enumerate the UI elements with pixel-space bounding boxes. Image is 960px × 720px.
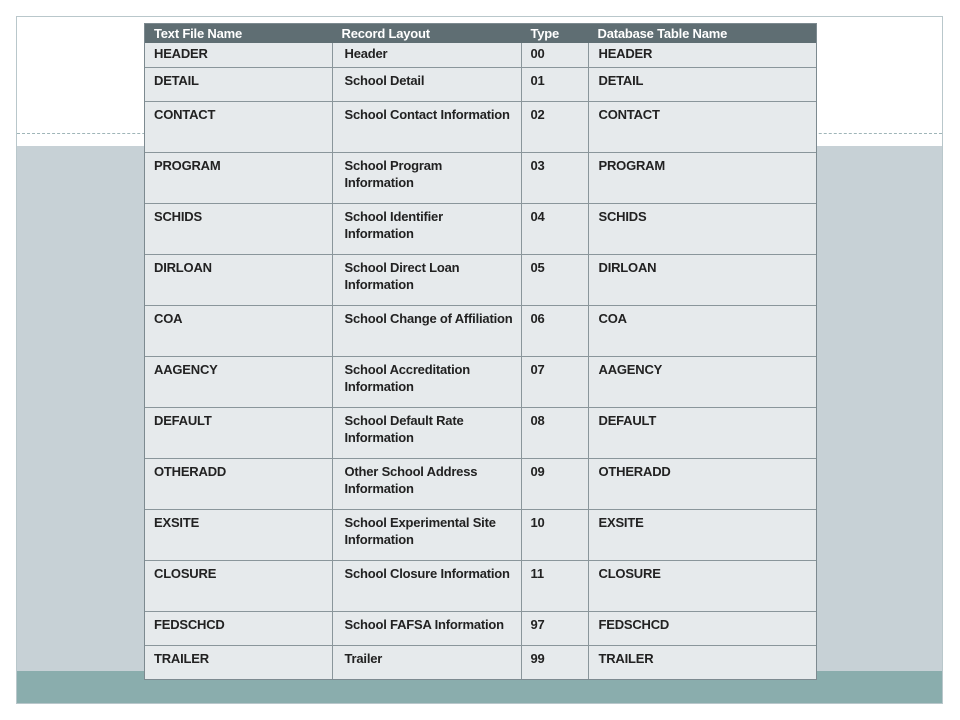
- cell-file: SCHIDS: [145, 204, 332, 255]
- cell-table: SCHIDS: [588, 204, 816, 255]
- cell-type: 10: [521, 510, 588, 561]
- cell-type: 99: [521, 646, 588, 680]
- cell-file: DETAIL: [145, 68, 332, 102]
- cell-file: COA: [145, 306, 332, 357]
- cell-layout: School Contact Information: [332, 102, 521, 153]
- cell-type: 08: [521, 408, 588, 459]
- cell-type: 05: [521, 255, 588, 306]
- table-row: [145, 255, 816, 306]
- cell-layout: School Direct Loan Information: [332, 255, 521, 306]
- cell-file: CONTACT: [145, 102, 332, 153]
- cell-table: CONTACT: [588, 102, 816, 153]
- cell-layout: School FAFSA Information: [332, 612, 521, 646]
- cell-type: 97: [521, 612, 588, 646]
- cell-table: COA: [588, 306, 816, 357]
- cell-file: CLOSURE: [145, 561, 332, 612]
- cell-layout: School Identifier Information: [332, 204, 521, 255]
- table-row: [145, 68, 816, 102]
- cell-type: 03: [521, 153, 588, 204]
- cell-layout: School Detail: [332, 68, 521, 102]
- table-row: [145, 646, 816, 680]
- cell-type: 01: [521, 68, 588, 102]
- table-row: [145, 408, 816, 459]
- cell-type: 09: [521, 459, 588, 510]
- cell-file: PROGRAM: [145, 153, 332, 204]
- table-row: [145, 102, 816, 153]
- record-layout-table: [144, 23, 817, 680]
- cell-type: 00: [521, 43, 588, 68]
- cell-layout: Trailer: [332, 646, 521, 680]
- column-header-database-table-name: Database Table Name: [588, 24, 816, 43]
- cell-table: HEADER: [588, 43, 816, 68]
- cell-layout: School Accreditation Information: [332, 357, 521, 408]
- cell-table: FEDSCHCD: [588, 612, 816, 646]
- cell-layout: School Closure Information: [332, 561, 521, 612]
- cell-table: CLOSURE: [588, 561, 816, 612]
- table-row: [145, 561, 816, 612]
- column-header-type: Type: [521, 24, 588, 43]
- column-header-text-file-name: Text File Name: [145, 24, 332, 43]
- cell-file: FEDSCHCD: [145, 612, 332, 646]
- cell-table: DETAIL: [588, 68, 816, 102]
- table-row: [145, 612, 816, 646]
- table-row: [145, 204, 816, 255]
- cell-layout: Header: [332, 43, 521, 68]
- table-header-row: [145, 24, 816, 43]
- cell-file: DIRLOAN: [145, 255, 332, 306]
- cell-layout: School Program Information: [332, 153, 521, 204]
- table-row: [145, 306, 816, 357]
- cell-layout: Other School Address Information: [332, 459, 521, 510]
- table-row: [145, 43, 816, 68]
- cell-file: AAGENCY: [145, 357, 332, 408]
- cell-type: 02: [521, 102, 588, 153]
- table-row: [145, 357, 816, 408]
- table-row: [145, 153, 816, 204]
- cell-table: OTHERADD: [588, 459, 816, 510]
- cell-table: TRAILER: [588, 646, 816, 680]
- cell-table: EXSITE: [588, 510, 816, 561]
- cell-type: 07: [521, 357, 588, 408]
- cell-file: HEADER: [154, 46, 208, 61]
- cell-file: EXSITE: [145, 510, 332, 561]
- cell-file: OTHERADD: [145, 459, 332, 510]
- table-row: [145, 459, 816, 510]
- cell-layout: School Default Rate Information: [332, 408, 521, 459]
- cell-layout: School Experimental Site Information: [332, 510, 521, 561]
- cell-type: 11: [521, 561, 588, 612]
- cell-layout: School Change of Affiliation: [332, 306, 521, 357]
- cell-file: TRAILER: [145, 646, 332, 680]
- cell-table: DEFAULT: [588, 408, 816, 459]
- cell-table: DIRLOAN: [588, 255, 816, 306]
- cell-type: 04: [521, 204, 588, 255]
- column-header-record-layout: Record Layout: [332, 24, 521, 43]
- cell-table: PROGRAM: [588, 153, 816, 204]
- cell-type: 06: [521, 306, 588, 357]
- cell-table: AAGENCY: [588, 357, 816, 408]
- cell-file: DEFAULT: [145, 408, 332, 459]
- table-row: [145, 510, 816, 561]
